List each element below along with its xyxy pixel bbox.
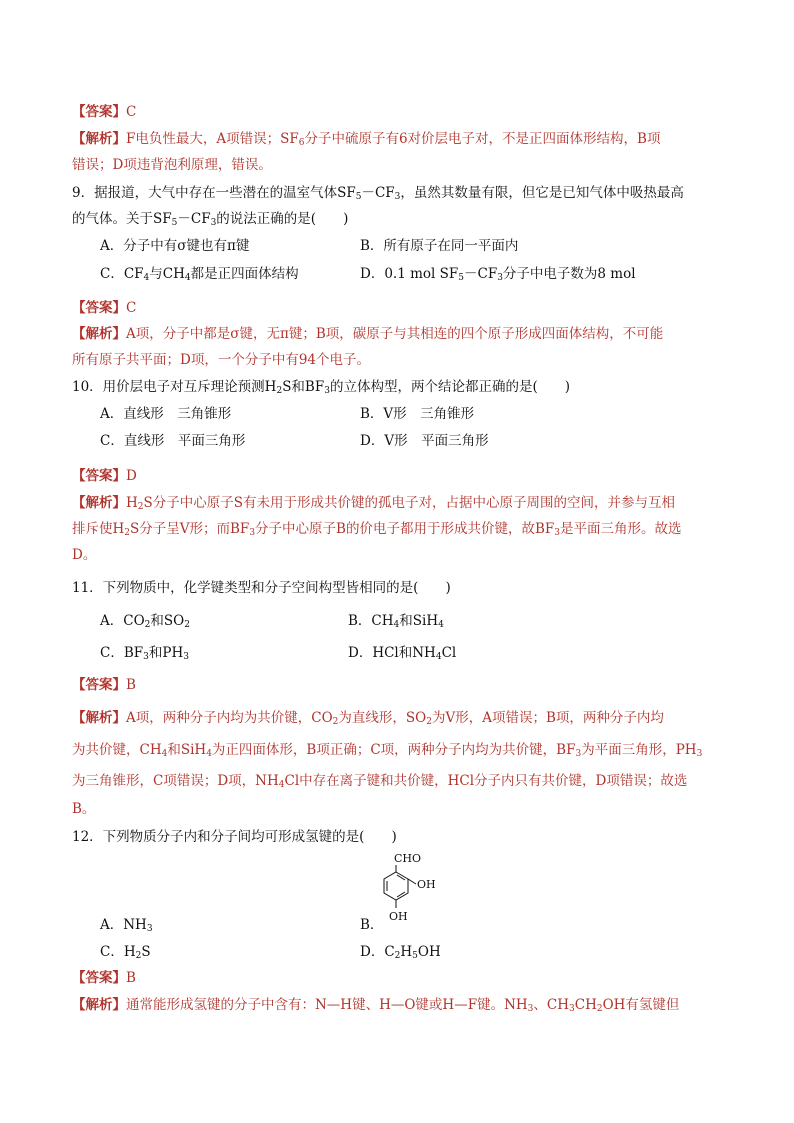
q11-analysis-line2 — [72, 740, 702, 760]
subscript: 3 — [183, 652, 189, 662]
q9-analysis-line1 — [72, 324, 663, 344]
q12-stem: 12．下列物质分子内和分子间均可形成氢键的是( ) — [72, 829, 397, 845]
q12-answer — [72, 968, 136, 988]
text: S和BF — [282, 379, 325, 395]
q10-answer — [72, 466, 137, 486]
text: －CF — [463, 266, 498, 282]
q11-stem: 11．下列物质中，化学键类型和分子空间构型皆相同的是( ) — [72, 580, 451, 596]
mol-bond — [408, 879, 416, 884]
answer-tag: 【答案】 — [72, 970, 126, 986]
text: H — [400, 944, 413, 960]
text: 10．用价层电子对互斥理论预测H — [72, 379, 277, 395]
subscript: 6 — [298, 138, 305, 148]
text: 都是正四面体结构 — [190, 266, 299, 282]
q9-option-a: A．分子中有σ键也有π键 — [100, 238, 250, 254]
q12-option-a — [100, 915, 153, 935]
subscript: 2 — [135, 951, 142, 961]
text: B．CH — [348, 613, 394, 629]
q8-analysis-line1 — [72, 129, 660, 149]
text: A项，两种分子内均为共价键，CO — [126, 710, 333, 726]
analysis-tag: 【解析】 — [72, 495, 126, 511]
text: A项，分子中都是σ键，无π键；B项，碳原子与其相连的四个原子形成四面体结构，不可能 — [126, 326, 664, 342]
text: 的说法正确的是( ) — [216, 211, 349, 227]
text: 为直线形，SO — [338, 710, 427, 726]
mol-double-bond — [397, 892, 405, 897]
subscript: 4 — [161, 749, 168, 759]
q10-option-a: A．直线形 三角锥形 — [100, 406, 232, 422]
subscript: 3 — [527, 1004, 534, 1014]
text: 分子中心原子B的价电子都用于形成共价键，故BF — [255, 521, 555, 537]
dihydroxybenzaldehyde-structure — [372, 852, 452, 924]
q11-answer — [72, 675, 136, 695]
mol-oh-label-1: OH — [417, 878, 436, 891]
q10-option-d: D．V形 平面三角形 — [360, 433, 489, 449]
text: 的气体。关于SF — [72, 211, 172, 227]
text: D．HCl和NH — [348, 645, 436, 661]
subscript: 3 — [249, 528, 256, 538]
answer-tag: 【答案】 — [72, 468, 126, 484]
subscript: 3 — [143, 652, 149, 662]
text: S分子呈V形；而BF — [130, 521, 250, 537]
subscript: 3 — [696, 749, 703, 759]
text: D．C — [360, 944, 395, 960]
answer-value: C — [126, 104, 137, 120]
q11-analysis-line1 — [72, 708, 664, 728]
text: －CF — [361, 185, 395, 201]
text: Cl中存在离子键和共价键，HCl分子内只有共价键，D项错误；故选 — [284, 773, 688, 789]
subscript: 3 — [394, 192, 401, 202]
subscript: 2 — [426, 717, 432, 727]
subscript: 5 — [171, 218, 178, 228]
q9-answer — [72, 298, 136, 318]
subscript: 3 — [146, 924, 153, 934]
q9-analysis-line2: 所有原子共平面；D项，一个分子中有94个电子。 — [72, 352, 371, 368]
answer-value: B — [126, 970, 136, 986]
answer-tag: 【答案】 — [72, 104, 126, 120]
subscript: 3 — [497, 273, 503, 283]
text: S — [141, 944, 151, 960]
subscript: 3 — [210, 218, 217, 228]
subscript: 2 — [184, 620, 190, 630]
q11-option-a — [100, 611, 190, 631]
q10-analysis-line3: D。 — [72, 547, 97, 563]
text: 排斥使H — [72, 521, 125, 537]
answer-value: D — [126, 468, 137, 484]
q10-stem — [72, 377, 570, 397]
q11-analysis-line3 — [72, 771, 687, 791]
subscript: 2 — [144, 620, 151, 630]
q8-analysis-line2: 错误；D项违背泡利原理，错误。 — [72, 157, 272, 173]
text: 为V形，A项错误；B项，两种分子内均 — [431, 710, 664, 726]
subscript: 2 — [276, 386, 283, 396]
subscript: 4 — [143, 273, 150, 283]
analysis-tag: 【解析】 — [72, 131, 126, 147]
text: 分子中电子数为8 mol — [502, 266, 636, 282]
subscript: 3 — [554, 528, 560, 538]
text: 是平面三角形。故选 — [560, 521, 682, 537]
subscript: 4 — [393, 620, 400, 630]
q10-analysis-line1 — [72, 493, 675, 513]
analysis-tag: 【解析】 — [72, 997, 126, 1013]
text: F电负性最大，A项错误；SF — [126, 131, 299, 147]
text: C．H — [100, 944, 136, 960]
analysis-tag: 【解析】 — [72, 326, 126, 342]
subscript: 4 — [184, 273, 191, 283]
mol-double-bond — [397, 875, 405, 880]
text: 为平面三角形，PH — [581, 742, 697, 758]
q11-analysis-line4: B。 — [72, 801, 96, 817]
text: －CF — [177, 211, 211, 227]
subscript: 4 — [206, 749, 212, 759]
text: OH — [417, 944, 441, 960]
text: OH有氢键但 — [602, 997, 680, 1013]
text: 和SiH — [399, 613, 439, 629]
q9-option-b: B．所有原子在同一平面内 — [360, 238, 519, 254]
q11-option-b — [348, 611, 444, 631]
text: H — [126, 495, 138, 511]
mol-ring — [384, 872, 408, 900]
text: A．CO — [100, 613, 145, 629]
q9-stem-line2 — [72, 209, 348, 229]
q11-option-d — [348, 643, 456, 663]
subscript: 4 — [278, 780, 285, 790]
answer-tag: 【答案】 — [72, 677, 126, 693]
q12-option-d — [360, 942, 441, 962]
q12-option-b: B． — [360, 917, 384, 933]
q9-option-c — [100, 264, 299, 284]
text: 通常能形成氢键的分子中含有：N—H键、H—O键或H—F键。NH — [126, 997, 528, 1013]
text: 和PH — [148, 645, 184, 661]
text: 为正四面体形，B项正确；C项，两种分子内均为共价键，BF — [211, 742, 576, 758]
subscript: 2 — [596, 1004, 603, 1014]
subscript: 2 — [137, 502, 144, 512]
mol-cho-label: CHO — [394, 852, 422, 865]
q10-option-b: B．V形 三角锥形 — [360, 406, 475, 422]
subscript: 4 — [438, 620, 444, 630]
text: CH — [574, 997, 597, 1013]
subscript: 3 — [324, 386, 330, 396]
text: 为共价键，CH — [72, 742, 162, 758]
text: C．BF — [100, 645, 144, 661]
text: 的立体构型，两个结论都正确的是( ) — [329, 379, 571, 395]
text: 和SO — [150, 613, 185, 629]
subscript: 5 — [412, 951, 418, 961]
text: A．NH — [100, 917, 147, 933]
subscript: 2 — [124, 528, 131, 538]
text: 9．据报道，大气中存在一些潜在的温室气体SF — [72, 185, 356, 201]
text: D．0.1 mol SF — [360, 266, 459, 282]
subscript: 2 — [394, 951, 401, 961]
answer-value: C — [126, 300, 137, 316]
q8-answer — [72, 102, 136, 122]
text: C．CF — [100, 266, 144, 282]
subscript: 3 — [569, 1004, 575, 1014]
q10-analysis-line2 — [72, 519, 682, 539]
mol-oh-label-2: OH — [389, 910, 408, 923]
q9-option-d — [360, 264, 636, 284]
text: ，虽然其数量有限，但它是已知气体中吸热最高 — [400, 185, 684, 201]
q12-analysis-line1 — [72, 995, 679, 1015]
text: Cl — [441, 645, 457, 661]
subscript: 4 — [435, 652, 442, 662]
answer-tag: 【答案】 — [72, 300, 126, 316]
text: S分子中心原子S有未用于形成共价键的孤电子对，占据中心原子周围的空间，并参与互相 — [143, 495, 676, 511]
subscript: 5 — [355, 192, 362, 202]
q10-option-c: C．直线形 平面三角形 — [100, 433, 246, 449]
subscript: 5 — [458, 273, 464, 283]
subscript: 3 — [575, 749, 582, 759]
analysis-tag: 【解析】 — [72, 710, 126, 726]
text: 、CH — [533, 997, 569, 1013]
text: 与CH — [149, 266, 185, 282]
q12-option-c — [100, 942, 151, 962]
subscript: 2 — [332, 717, 339, 727]
text: 和SiH — [167, 742, 207, 758]
q11-option-c — [100, 643, 189, 663]
text: 分子中硫原子有6对价层电子对，不是正四面体形结构，B项 — [304, 131, 661, 147]
q9-stem-line1 — [72, 183, 684, 203]
answer-value: B — [126, 677, 136, 693]
text: 为三角锥形，C项错误；D项，NH — [72, 773, 279, 789]
